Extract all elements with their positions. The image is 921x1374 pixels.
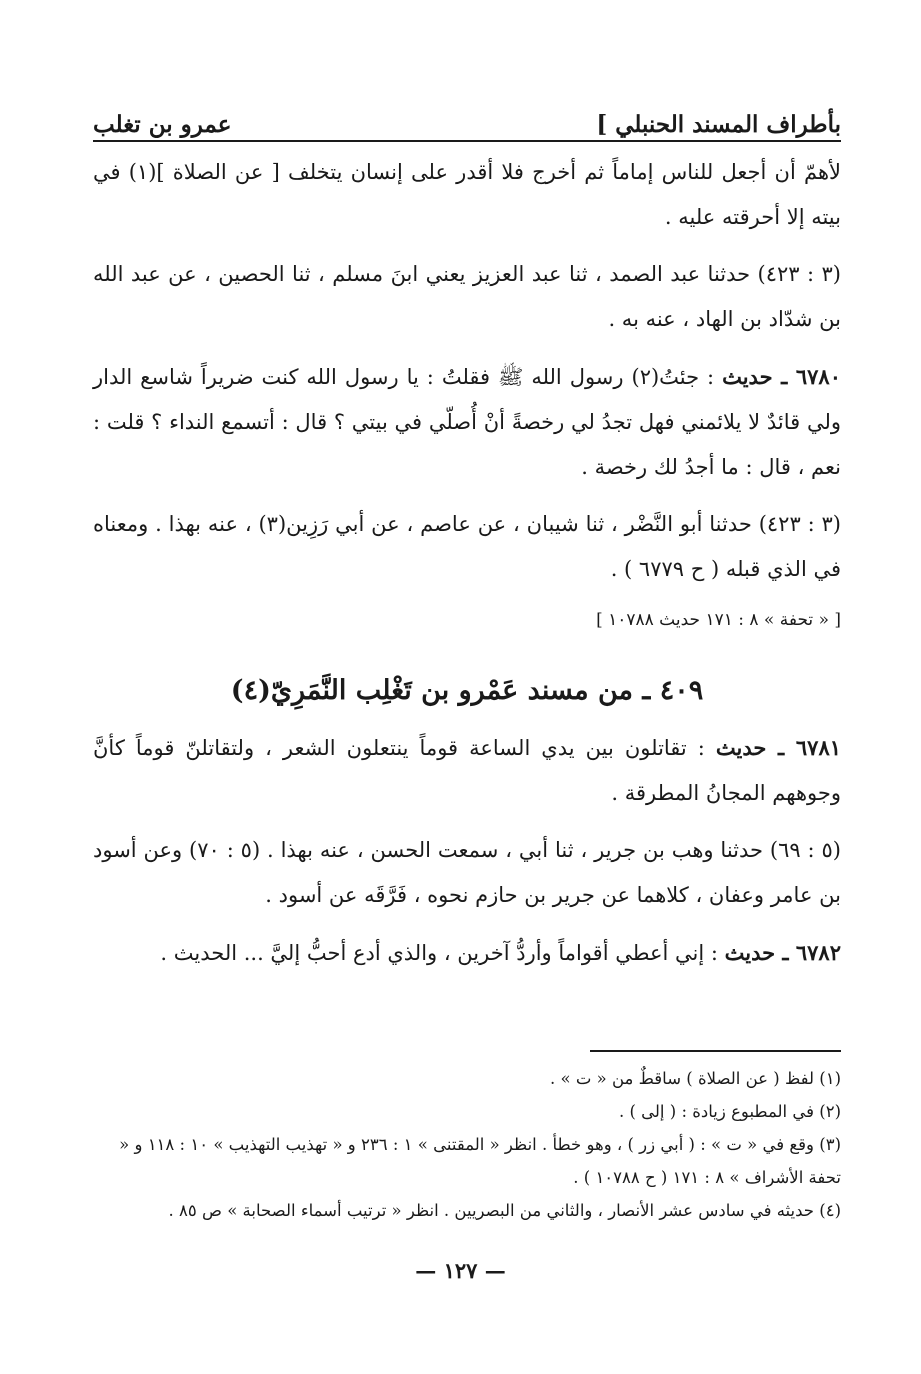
main-text [93,150,841,976]
section-title: ٤٠٩ ـ من مسند عَمْرو بن تَغْلِب النَّمَرِيّ(٤) [230,675,704,706]
footnote-1: (١) لفظ ( عن الصلاة ) ساقطٌ من « ت » . [550,1069,841,1088]
hadith-6782 [93,930,841,976]
header-left-title: عمرو بن تغلب [93,111,232,138]
paragraph-1: لأهمّ أن أجعل للناس إماماً ثم أخرج فلا أقدر على إنسان يتخلف [ عن الصلاة ](١) في بيته إلا أحرقته عليه . [93,160,841,229]
footnote-3: (٣) وقع في « ت » : ( أبي زر ) ، وهو خطأ . انظر « المقتنى » ١ : ٢٣٦ و « تهذيب التهذيب » ١٠ : ١١٨ و « تحفة الأشراف » ٨ : ١٧١ ( ح ١٠٧٨٨ ) . [119,1135,841,1187]
page-header [93,98,841,138]
footnote-4: (٤) حديثه في سادس عشر الأنصار ، والثاني من البصريين . انظر « ترتيب أسماء الصحابة » ص ٨٥ . [168,1201,841,1220]
hadith-text: : تقاتلون بين يدي الساعة قوماً ينتعلون الشعر ، ولتقاتلنّ قوماً كأنَّ وجوههم المجانُ المطرقة . [93,736,841,805]
footnotes [93,1062,841,1227]
hadith-number: ٦٧٨٢ ـ حديث [724,940,841,965]
tuhfa-reference: [ « تحفة » ٨ : ١٧١ حديث ١٠٧٨٨ ] [596,610,841,630]
hadith-6781 [93,725,841,816]
header-right-title: بأطراف المسند الحنبلي ] [596,111,841,138]
hadith-number: ٦٧٨١ ـ حديث [715,735,842,760]
paragraph-2: (٣ : ٤٢٣) حدثنا عبد الصمد ، ثنا عبد العزيز يعني ابنَ مسلم ، ثنا الحصين ، عن عبد الله بن شدّاد بن الهاد ، عنه به . [93,262,841,331]
paragraph-4: (٣ : ٤٢٣) حدثنا أبو النَّضْر ، ثنا شيبان ، عن عاصم ، عن أبي رَزِين(٣) ، عنه بهذا . ومعناه في الذي قبله ( ح ٦٧٧٩ ) . [93,512,841,581]
footnote-2: (٢) في المطبوع زيادة : ( إلى ) . [618,1102,841,1121]
footnote-rule [590,1050,841,1052]
hadith-text: : إني أعطي أقواماً وأردُّ آخرين ، والذي أدع أحبُّ إليَّ ... الحديث . [160,941,725,965]
hadith-number: ٦٧٨٠ ـ حديث [722,364,841,389]
paragraph-7: (٥ : ٦٩) حدثنا وهب بن جرير ، ثنا أبي ، سمعت الحسن ، عنه بهذا . (٥ : ٧٠) وعن أسود بن عامر وعفان ، كلاهما عن جرير بن حازم نحوه ، فَرَّقَه عن أسود . [93,838,841,907]
header-rule [93,140,841,142]
page-number: — ١٢٧ — [415,1258,506,1283]
hadith-text: : جئتُ(٢) رسول الله ﷺ فقلتُ : يا رسول الله كنت ضريراً شاسع الدار ولي قائدٌ لا يلائمني فهل تجدُ لي رخصةً أنْ أُصلّي في بيتي ؟ قال : أتسمع النداء ؟ قلت : نعم ، قال : ما أجدُ لك رخصة . [93,365,841,479]
hadith-6780 [93,354,841,490]
